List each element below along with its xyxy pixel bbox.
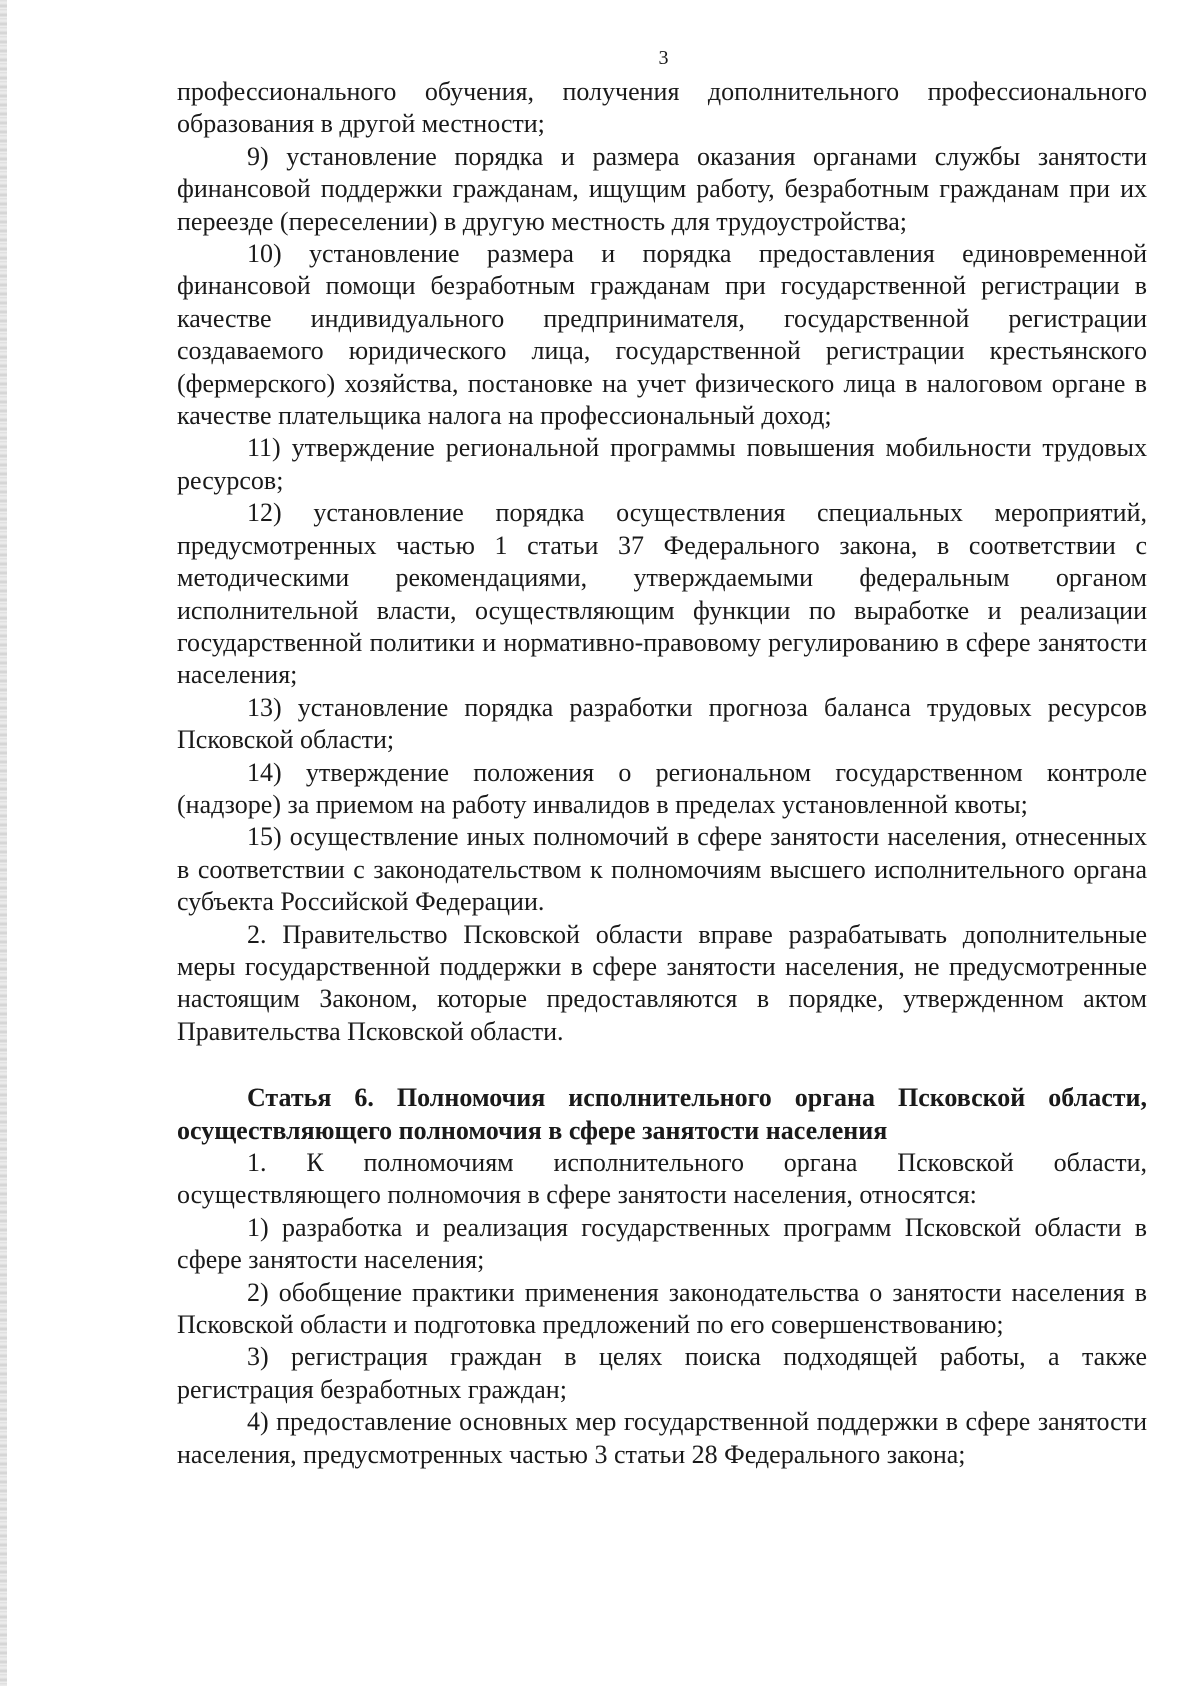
- clause-2: 2. Правительство Псковской области вправе разрабатывать дополнительные меры государственной поддержки в сфере занятости населения, не предусмотренные настоящим Законом, которые предоставляются в порядке, утвержденном актом Правительства Псковской области.: [177, 919, 1147, 1046]
- paragraph-continuation: профессионального обучения, получения дополнительного профессионального образования в другой местности;: [177, 77, 1147, 139]
- list-item-9: 9) установление порядка и размера оказания органами службы занятости финансовой поддержки гражданам, ищущим работу, безработным гражданам при их переезде (переселении) в другую местность для трудоустройства;: [177, 141, 1147, 236]
- article-clause-1: 1. К полномочиям исполнительного органа Псковской области, осуществляющего полномочия в сфере занятости населения, относятся:: [177, 1148, 1147, 1210]
- article-list-item-3: 3) регистрация граждан в целях поиска подходящей работы, а также регистрация безработных граждан;: [177, 1342, 1147, 1404]
- list-item-10: 10) установление размера и порядка предоставления единовременной финансовой помощи безработным гражданам при государственной регистрации в качестве индивидуального предпринимателя, государственной регистрации создаваемого юридического лица, государственной регистрации крестьянского (фермерского) хозяйства, постановке на учет физического лица в налоговом органе в качестве плательщика налога на профессиональный доход;: [177, 239, 1147, 431]
- article-list-item-2: 2) обобщение практики применения законодательства о занятости населения в Псковской области и подготовка предложений по его совершенствованию;: [177, 1277, 1147, 1340]
- article-list-item-4: 4) предоставление основных мер государственной поддержки в сфере занятости населения, предусмотренных частью 3 статьи 28 Федерального закона;: [177, 1407, 1147, 1469]
- article-list-item-1: 1) разработка и реализация государственных программ Псковской области в сфере занятости населения;: [177, 1212, 1147, 1275]
- page-number: 3: [658, 47, 669, 69]
- list-item-12: 12) установление порядка осуществления специальных мероприятий, предусмотренных частью 1 статьи 37 Федерального закона, в соответствии с методическими рекомендациями, утверждаемыми федеральным органом исполнительной власти, осуществляющим функции по выработке и реализации государственной политики и нормативно-правовому регулированию в сфере занятости населения;: [177, 498, 1147, 690]
- list-item-13: 13) установление порядка разработки прогноза баланса трудовых ресурсов Псковской области;: [177, 692, 1147, 755]
- scan-edge-artifact: [0, 0, 7, 1686]
- list-item-15: 15) осуществление иных полномочий в сфере занятости населения, отнесенных в соответствии с законодательством к полномочиям высшего исполнительного органа субъекта Российской Федерации.: [177, 822, 1147, 917]
- list-item-11: 11) утверждение региональной программы повышения мобильности трудовых ресурсов;: [177, 433, 1147, 495]
- list-item-14: 14) утверждение положения о региональном государственном контроле (надзоре) за приемом на работу инвалидов в пределах установленной квоты;: [177, 757, 1147, 819]
- article-heading: Статья 6. Полномочия исполнительного органа Псковской области, осуществляющего полномочия в сфере занятости населения: [177, 1083, 1147, 1145]
- document-page: [177, 46, 1147, 1471]
